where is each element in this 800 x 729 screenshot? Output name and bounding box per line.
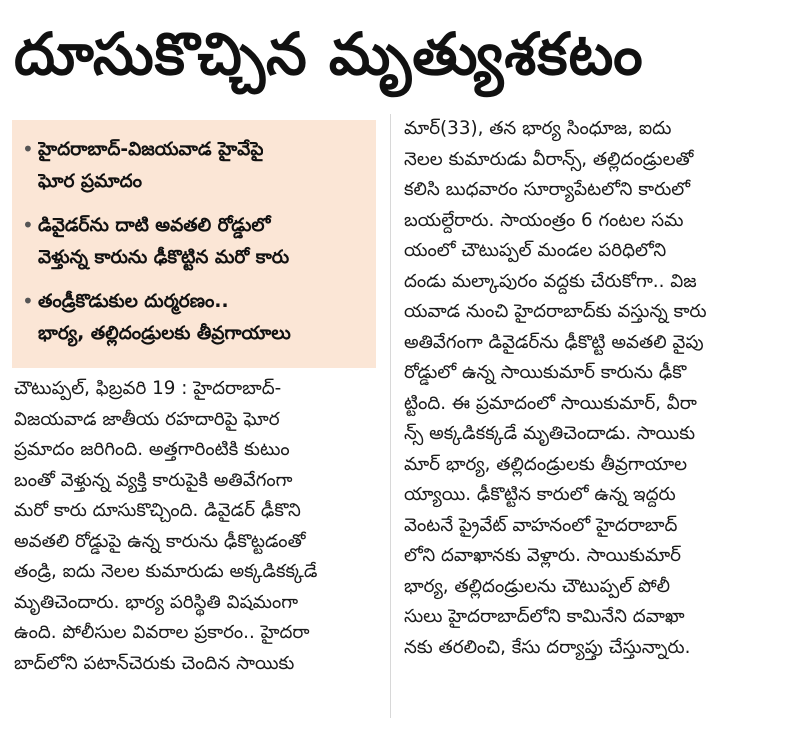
body-line: అవతలి రోడ్డుపై ఉన్న కారును ఢీకొట్టడంతో — [14, 530, 306, 552]
body-line: మార్‌(33), తన భార్య సింధూజ, ఐదు — [404, 118, 672, 139]
highlight-text — [38, 134, 263, 198]
body-line: చౌటుప్పల్‌, ఫిబ్రవరి 19 : హైదరాబాద్‌- — [14, 378, 282, 399]
body-line: తండ్రి, ఐదు నెలల కుమారుడు అక్కడికక్కడే — [14, 561, 318, 582]
body-line: లోని దవాఖానకు వెళ్లారు. సాయికుమార్‌ — [404, 545, 682, 566]
highlight-line: తండ్రీకొడుకుల దుర్మరణం.. — [38, 291, 229, 312]
body-line: న్స్‌ అక్కడికక్కడే మృతిచెందాడు. సాయికు — [404, 423, 696, 444]
body-line: య్యాయి. ఢీకొట్టిన కారులో ఉన్న ఇద్దరు — [404, 484, 676, 505]
body-line: నకు తరలించి, కేసు దర్యాప్తు చేస్తున్నారు. — [404, 636, 691, 658]
body-line: మార్‌ భార్య, తల్లిదండ్రులకు తీవ్రగాయాల — [404, 453, 688, 475]
article-body-right — [404, 114, 776, 663]
highlight-item — [22, 286, 366, 350]
highlight-line: డివైడర్‌ను దాటి అవతలి రోడ్డులో — [38, 215, 271, 236]
body-line: వెంటనే ప్రైవేట్‌ వాహనంలో హైదరాబాద్‌ — [404, 514, 678, 536]
body-line: విజయవాడ జాతీయ రహదారిపై ఘోర — [14, 408, 280, 430]
headline: దూసుకొచ్చిన మృత్యుశకటం — [14, 20, 644, 88]
body-line: భార్య, తల్లిదండ్రులను చౌటుప్పల్‌ పోలీ — [404, 575, 671, 597]
body-line: బయల్దేరారు. సాయంత్రం 6 గంటల సమ — [404, 209, 684, 231]
highlight-line: వెళ్తున్న కారును ఢీకొట్టిన మరో కారు — [38, 247, 290, 268]
bullet-icon: • — [22, 289, 34, 313]
highlight-item — [22, 134, 366, 198]
body-line: ఉంది. పోలీసుల వివరాల ప్రకారం.. హైదరా — [14, 622, 310, 643]
body-line: యంలో చౌటుప్పల్‌ మండల పరిధిలోని — [404, 240, 667, 261]
body-line: కలిసి బుధవారం సూర్యాపేటలోని కారులో — [404, 179, 691, 200]
bullet-icon: • — [22, 213, 34, 237]
bullet-icon: • — [22, 137, 34, 161]
article-body-left — [14, 374, 378, 679]
body-line: మరో కారు దూసుకొచ్చింది. డివైడర్‌ ఢీకొని — [14, 500, 301, 521]
body-line: అతివేగంగా డివైడర్‌ను ఢీకొట్టి అవతలి వైపు — [404, 331, 704, 353]
highlight-text — [38, 210, 289, 274]
body-line: యవాడ నుంచి హైదరాబాద్‌కు వస్తున్న కారు — [404, 301, 707, 322]
body-line: ప్రమాదం జరిగింది. అత్తగారింటికి కుటుం — [14, 439, 290, 460]
body-line: దండు మల్కాపురం వద్దకు చేరుకోగా.. విజ — [404, 270, 697, 292]
column-divider — [390, 114, 391, 718]
highlight-line: భార్య, తల్లిదండ్రులకు తీవ్రగాయాలు — [38, 323, 291, 344]
highlights-box — [12, 120, 376, 368]
body-line: సులు హైదరాబాద్‌లోని కామినేని దవాఖా — [404, 606, 685, 627]
body-line: ట్టింది. ఈ ప్రమాదంలో సాయికుమార్‌, వీరా — [404, 392, 697, 414]
body-line: రోడ్డులో ఉన్న సాయికుమార్‌ కారును ఢీకొ — [404, 362, 687, 383]
highlight-line: హైదరాబాద్‌-విజయవాడ హైవేపై — [38, 139, 264, 160]
highlight-item — [22, 210, 366, 274]
body-line: నెలల కుమారుడు వీరాన్స్‌, తల్లిదండ్రులతో — [404, 148, 694, 170]
body-line: మృతిచెందారు. భార్య పరిస్థితి విషమంగా — [14, 591, 299, 613]
body-line: బంతో వెళ్తున్న వ్యక్తి కారుపైకి అతివేగంగా — [14, 469, 293, 491]
highlight-line: ఘోర ప్రమాదం — [38, 171, 143, 192]
body-line: బాద్‌లోని పటాన్‌చెరుకు చెందిన సాయికు — [14, 652, 295, 674]
highlight-text — [38, 286, 291, 350]
